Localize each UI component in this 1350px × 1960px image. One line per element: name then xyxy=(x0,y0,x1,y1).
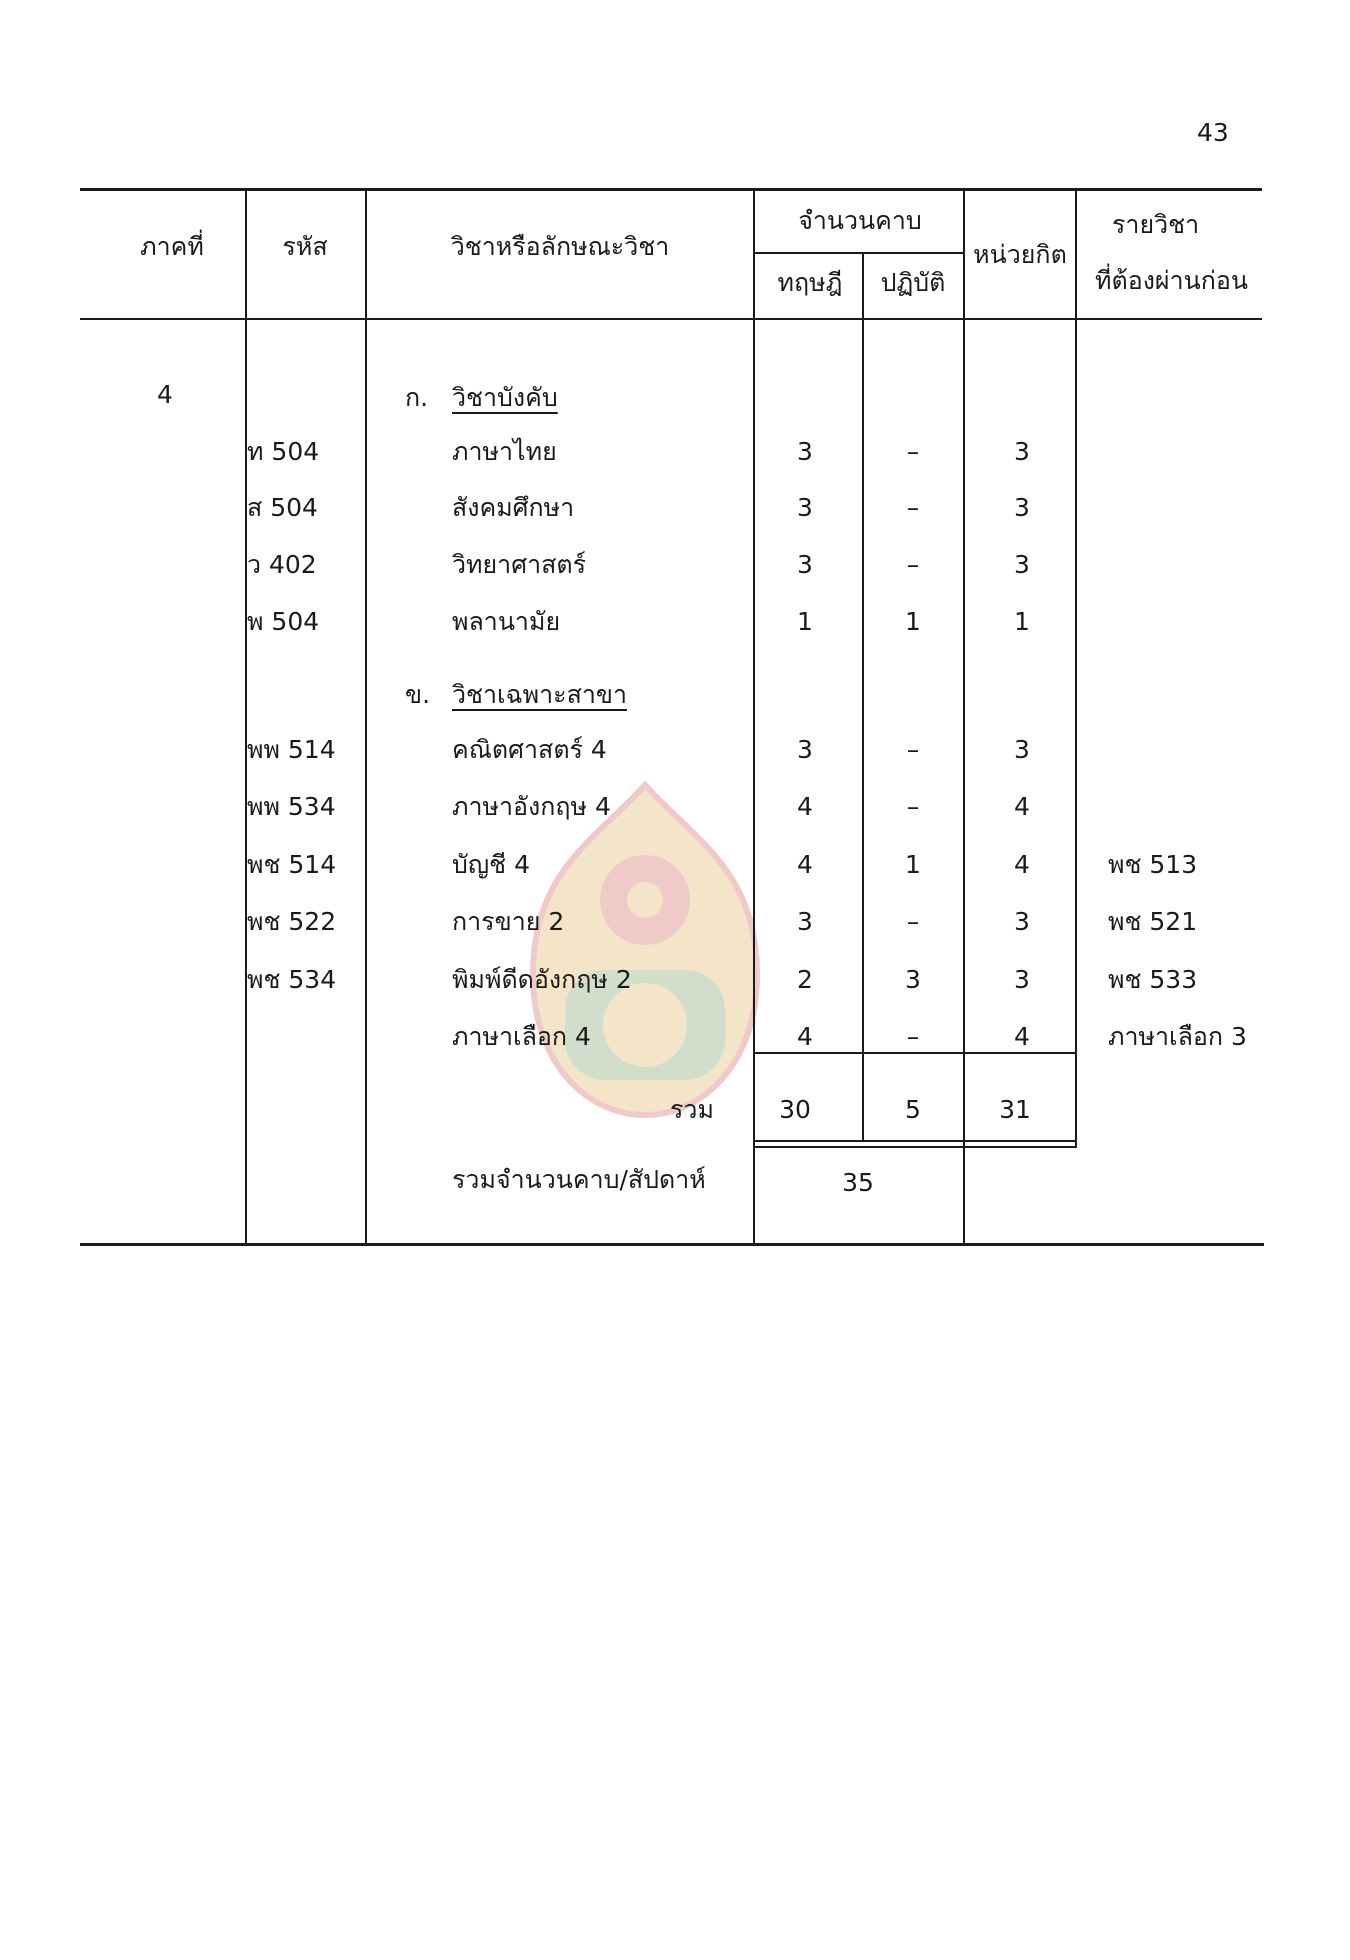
row-credit: 3 xyxy=(1014,907,1030,936)
row-code: พพ 534 xyxy=(247,792,336,821)
row-code: ว 402 xyxy=(247,550,317,579)
row-practice: – xyxy=(906,1022,920,1051)
row-subject: พลานามัย xyxy=(452,607,561,636)
row-subject: วิทยาศาสตร์ xyxy=(452,550,587,579)
row-credit: 1 xyxy=(1014,607,1030,636)
col-divider-subject-theory xyxy=(753,190,755,1245)
header-prereq-line2: ที่ต้องผ่านก่อน xyxy=(1095,266,1248,295)
row-subject: คณิตศาสตร์ 4 xyxy=(452,735,607,764)
weekly-label: รวมจำนวนคาบ/สัปดาห์ xyxy=(452,1165,706,1194)
row-theory: 3 xyxy=(797,907,813,936)
row-credit: 3 xyxy=(1014,965,1030,994)
header-subject: วิชาหรือลักษณะวิชา xyxy=(450,232,670,261)
seal-watermark xyxy=(525,780,765,1120)
section-b-title: วิชาเฉพาะสาขา xyxy=(452,680,627,709)
header-periods: จำนวนคาบ xyxy=(798,206,922,235)
row-practice: – xyxy=(906,493,920,522)
row-theory: 4 xyxy=(797,1022,813,1051)
row-theory: 2 xyxy=(797,965,813,994)
row-theory: 3 xyxy=(797,493,813,522)
header-credit: หน่วยกิต xyxy=(973,240,1067,269)
row-practice: – xyxy=(906,550,920,579)
weekly-value: 35 xyxy=(842,1168,874,1197)
row-subject: ภาษาไทย xyxy=(452,437,557,466)
section-a-letter: ก. xyxy=(405,383,429,412)
row-prereq: ภาษาเลือก 3 xyxy=(1108,1022,1247,1051)
row-code: พพ 514 xyxy=(247,735,336,764)
row-practice: 1 xyxy=(905,607,921,636)
header-prereq-line1: รายวิชา xyxy=(1112,210,1200,239)
row-theory: 3 xyxy=(797,437,813,466)
row-code: พช 522 xyxy=(247,907,337,936)
row-theory: 4 xyxy=(797,850,813,879)
row-practice: 3 xyxy=(905,965,921,994)
row-code: พช 534 xyxy=(247,965,337,994)
row-prereq: พช 513 xyxy=(1108,850,1198,879)
row-subject: สังคมศึกษา xyxy=(452,493,575,522)
row-practice: – xyxy=(906,792,920,821)
periods-sub-rule xyxy=(755,252,965,254)
row-credit: 3 xyxy=(1014,493,1030,522)
row-credit: 3 xyxy=(1014,437,1030,466)
row-subject: พิมพ์ดีดอังกฤษ 2 xyxy=(452,965,632,994)
row-theory: 1 xyxy=(797,607,813,636)
row-subject: ภาษาอังกฤษ 4 xyxy=(452,792,611,821)
row-prereq: พช 521 xyxy=(1108,907,1198,936)
table-bottom-rule xyxy=(80,1243,1264,1246)
page-number: 43 xyxy=(1197,118,1229,147)
row-credit: 4 xyxy=(1014,850,1030,879)
row-code: พ 504 xyxy=(247,607,320,636)
header-practice: ปฏิบัติ xyxy=(880,268,946,297)
col-divider-credit-prereq xyxy=(1075,190,1077,1148)
row-practice: – xyxy=(906,907,920,936)
row-theory: 4 xyxy=(797,792,813,821)
col-divider-practice-credit xyxy=(963,190,965,1245)
row-code: ท 504 xyxy=(247,437,320,466)
row-credit: 4 xyxy=(1014,792,1030,821)
col-divider-term-code xyxy=(245,190,247,1245)
row-subject: บัญชี 4 xyxy=(452,850,530,879)
row-credit: 3 xyxy=(1014,735,1030,764)
total-theory: 30 xyxy=(779,1095,811,1124)
total-bottom-rule xyxy=(755,1140,1075,1142)
row-subject: การขาย 2 xyxy=(452,907,565,936)
row-practice: – xyxy=(906,437,920,466)
row-practice: 1 xyxy=(905,850,921,879)
col-divider-theory-practice xyxy=(862,252,864,1142)
total-bottom-rule-2 xyxy=(755,1146,1075,1148)
row-code: พช 514 xyxy=(247,850,337,879)
row-code: ส 504 xyxy=(247,493,318,522)
table-top-rule xyxy=(80,188,1262,191)
header-code: รหัส xyxy=(282,232,328,261)
header-theory: ทฤษฎี xyxy=(777,268,843,297)
total-top-rule xyxy=(755,1052,1075,1054)
header-term: ภาคที่ xyxy=(140,232,204,261)
total-label: รวม xyxy=(670,1095,714,1124)
section-a-title: วิชาบังคับ xyxy=(452,383,558,412)
row-credit: 3 xyxy=(1014,550,1030,579)
row-subject: ภาษาเลือก 4 xyxy=(452,1022,591,1051)
total-practice: 5 xyxy=(905,1095,921,1124)
term-value: 4 xyxy=(157,380,173,409)
section-b-letter: ข. xyxy=(405,680,431,709)
row-prereq: พช 533 xyxy=(1108,965,1198,994)
row-theory: 3 xyxy=(797,735,813,764)
col-divider-code-subject xyxy=(365,190,367,1245)
total-credit: 31 xyxy=(999,1095,1031,1124)
header-bottom-rule xyxy=(80,318,1262,320)
row-credit: 4 xyxy=(1014,1022,1030,1051)
row-practice: – xyxy=(906,735,920,764)
row-theory: 3 xyxy=(797,550,813,579)
